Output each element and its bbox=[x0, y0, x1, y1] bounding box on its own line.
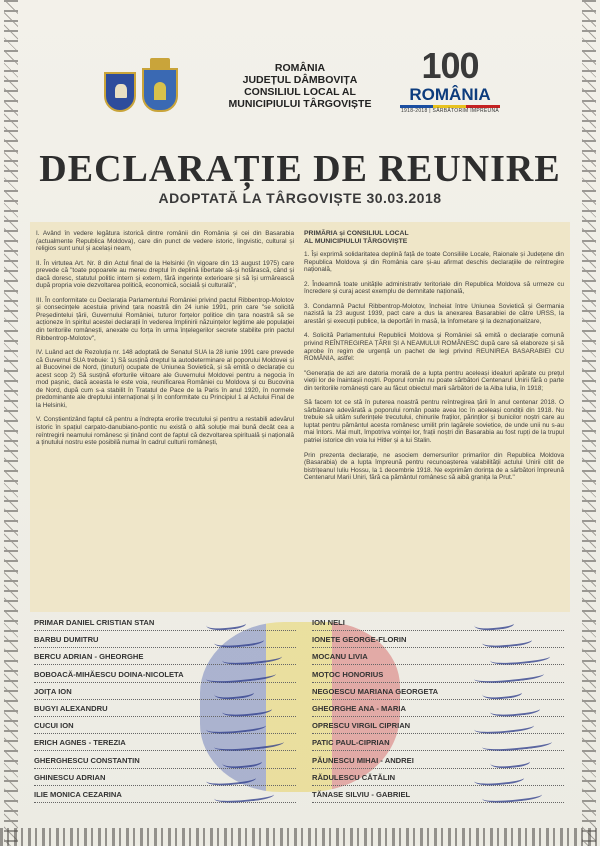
signature-line bbox=[312, 785, 564, 786]
signature-line bbox=[34, 682, 296, 683]
resolution-paragraph: 2. Îndeamnă toate unitățile administrativ teritoriale din Republica Moldova să urmeze cu încredere și curaj acest exemplu de demnitate națională, bbox=[304, 280, 564, 296]
resolution-paragraph: 4. Solicită Parlamentului Republicii Moldova și României să emită o declarație comună privind REÎNTREGIREA ȚĂRII ȘI A NEAMULUI ROMÂNESC după care să elaboreze și să aprobe în regim de urgență un pachet de legi privind REUNIREA BASARABIEI CU ROMÂNIA, astfel: bbox=[304, 332, 564, 363]
document-subtitle: ADOPTATĂ LA TÂRGOVIȘTE 30.03.2018 bbox=[158, 190, 442, 206]
signature-line bbox=[312, 630, 564, 631]
recital-paragraph: III. În conformitate cu Declarația Parlamentului României privind pactul Ribbentrop-Molotov și consecințele acestuia privind țara noastră din 24 iunie 1991, prin care "se solicită Președintelui țării, Guvernului României, tuturor forțelor politice din țara noastră să se acționeze în spiritul acestei declarații în vederea împlinirii năzuințelor legitime ale populației din teritoriile românești, anexate cu forța în urma înțelegerilor secrete stabilite prin pactul Ribbentrop-Molotov", bbox=[36, 296, 294, 342]
signatory-name: PRIMAR DANIEL CRISTIAN STAN bbox=[34, 618, 155, 627]
signature-line bbox=[312, 699, 564, 700]
signatory-name: NEGOESCU MARIANA GEORGETA bbox=[312, 686, 439, 696]
institution-line: MUNICIPIULUI TÂRGOVIȘTE bbox=[228, 98, 372, 110]
signatory-name: BUGYI ALEXANDRU bbox=[34, 704, 108, 713]
signature-line bbox=[312, 733, 564, 734]
institution-name bbox=[200, 62, 400, 110]
recital-paragraph: V. Conștientizând faptul că pentru a îndrepta erorile trecutului și pentru a restabili adevărul istoric în spațiul carpato-danubiano-pontic nu există o altă soluție mai bună decât cea a reîntregirii neamului românesc și ținând cont de faptul că dezvoltarea spirituală și națională a ținutului nostru este posibilă numai în cadrul culturii românești, bbox=[36, 416, 294, 447]
institution-line: ROMÂNIA bbox=[274, 62, 326, 74]
left-ornamental-border bbox=[4, 0, 18, 846]
signatory-row bbox=[312, 721, 564, 736]
resolution-heading-line: PRIMĂRIA și CONSILIUL LOCAL bbox=[304, 230, 409, 237]
signatory-name: RĂDULESCU CĂTĂLIN bbox=[312, 772, 396, 782]
bottom-ornamental-border bbox=[0, 828, 600, 846]
institution-line: CONSILIUL LOCAL AL bbox=[244, 86, 356, 98]
letterhead bbox=[90, 40, 510, 130]
signatory-name: MOȚOC HONORIUS bbox=[312, 669, 384, 679]
signatory-name: GHEORGHE ANA - MARIA bbox=[312, 704, 406, 713]
resolution-heading-line: AL MUNICIPIULUI TÂRGOVIȘTE bbox=[304, 237, 408, 245]
centenary-logo bbox=[390, 46, 510, 130]
signatory-row bbox=[312, 635, 564, 650]
signatory-row bbox=[34, 687, 296, 702]
signature-line bbox=[34, 699, 296, 700]
resolution-paragraph: "Generația de azi are datoria morală de a lupta pentru aceleași idealuri apărate cu prețul vieții lor de înaintașii noștri. Poporul român nu poate sărbători Centenarul Unirii fără o parte din teritoriile românești care au făcut obiectul marii sărbători de la Alba Iulia, în 1918; bbox=[304, 369, 564, 392]
signatory-row bbox=[34, 773, 296, 788]
signature-line bbox=[34, 802, 296, 803]
signature-line bbox=[34, 750, 296, 751]
institution-line: JUDEȚUL DÂMBOVIȚA bbox=[242, 74, 358, 86]
left-column bbox=[36, 230, 294, 454]
signatory-name: OPRESCU VIRGIL CIPRIAN bbox=[312, 721, 411, 731]
signatory-row bbox=[34, 704, 296, 719]
signatory-name: ERICH AGNES - TEREZIA bbox=[34, 738, 126, 748]
signatory-row bbox=[312, 652, 564, 667]
signature-line bbox=[312, 682, 564, 683]
signatory-row bbox=[312, 790, 564, 805]
signature-line bbox=[34, 630, 296, 631]
signatory-name: JOIȚA ION bbox=[34, 686, 72, 696]
signatory-row bbox=[34, 721, 296, 736]
signatory-name: TĂNASE SILVIU - GABRIEL bbox=[312, 790, 411, 799]
signatory-name: BERCU ADRIAN - GHEORGHE bbox=[34, 652, 144, 662]
signatory-row bbox=[34, 738, 296, 753]
declaration-body bbox=[30, 222, 570, 612]
signatory-row bbox=[34, 652, 296, 667]
signatures-section bbox=[30, 614, 570, 814]
signature-line bbox=[34, 716, 296, 717]
resolution-paragraph: Prin prezenta declarație, ne asociem demersurilor primarilor din Republica Moldova (Basarabia) de a lupta împreună pentru recunoașterea valabilității actului Unirii citit de bistrițeanul Iuliu Hossu, la 1 decembrie 1918. Ne exprimăm dorința de a sărbători împreună Centenarul Marii Uniri, fără ca pământul românesc să aibă granița la Prut." bbox=[304, 451, 564, 482]
signatory-row bbox=[34, 670, 296, 685]
signatory-row bbox=[312, 704, 564, 719]
signatory-row bbox=[34, 618, 296, 633]
signature-line bbox=[34, 733, 296, 734]
signatory-name: ION NELI bbox=[312, 618, 345, 627]
right-ornamental-border bbox=[582, 0, 596, 846]
signatory-name: CUCUI ION bbox=[34, 721, 74, 731]
signatory-row bbox=[312, 773, 564, 788]
signature-line bbox=[312, 647, 564, 648]
signatory-row bbox=[312, 670, 564, 685]
right-column bbox=[304, 230, 564, 489]
centenary-digits: 100 bbox=[421, 45, 479, 86]
signatory-row bbox=[312, 756, 564, 771]
signatory-row bbox=[34, 790, 296, 805]
resolution-heading bbox=[304, 230, 564, 245]
resolution-paragraph: Să facem tot ce stă în puterea noastră pentru reîntregirea țării în anul centenar 2018. O sărbătoare adevărată a poporului român poate avea loc în aceleași condiții din 1918. Nu trebuie să uităm suferințele trecutului, chinurile fraților, părinților și bunicilor noștri care au luptat pentru pământul acesta românesc umilit prin lagărele sovietice, de unde unii nu s-au mai întors. Mai mult, împotriva voinței lor, frații noștri din Basarabia au fost rupți de la trupul patriei istorice din voia lui Hitler și a lui Stalin. bbox=[304, 399, 564, 445]
signature-line bbox=[34, 664, 296, 665]
signature-line bbox=[312, 664, 564, 665]
signatory-name: PĂUNESCU MIHAI - ANDREI bbox=[312, 755, 414, 765]
signature-line bbox=[312, 768, 564, 769]
centenary-word: ROMÂNIA bbox=[409, 85, 491, 104]
centenary-tagline: 1918-2018 | SĂRBĂTORIM ÎMPREUNĂ bbox=[400, 108, 500, 114]
recital-paragraph: II. În virtutea Art. Nr. 8 din Actul final de la Helsinki (în vigoare din 13 august 1975) care prevede că "toate popoarele au mereu dreptul în deplină libertate să-și hotărască, când și dacă doresc, statutul politic intern și extern, fără ingerințe exterioare și să își urmărească după propria voie dezvoltarea politică, economică, socială și culturală", bbox=[36, 259, 294, 290]
signature-line bbox=[34, 647, 296, 648]
signatory-name: GHINESCU ADRIAN bbox=[34, 772, 106, 782]
signature-line bbox=[312, 716, 564, 717]
signatory-row bbox=[34, 635, 296, 650]
signatory-row bbox=[34, 756, 296, 771]
signatory-name: BOBOACĂ-MIHĂESCU DOINA-NICOLETA bbox=[34, 669, 184, 679]
dambovita-coat-of-arms-icon bbox=[104, 72, 136, 112]
signature-line bbox=[312, 802, 564, 803]
signatory-row bbox=[312, 618, 564, 633]
recital-paragraph: I. Având în vedere legătura istorică dintre românii din România și cei din Basarabia (actualmente Republica Moldova), care din punct de vedere istoric, lingvistic, cultural și religios sunt unul și același neam, bbox=[36, 230, 294, 253]
signatory-row bbox=[312, 687, 564, 702]
resolution-paragraph: 3. Condamnă Pactul Ribbentrop-Molotov, încheiat între Uniunea Sovietică și Germania nazistă la 23 august 1939, pact care a dus la anexarea Basarabiei de către URSS, la arestări și execuții publice, la deportări în masă, la înfometare și la deznaționalizare, bbox=[304, 302, 564, 325]
signature-line bbox=[312, 750, 564, 751]
targoviste-coat-of-arms-icon bbox=[142, 68, 178, 112]
signatory-name: PATIC PAUL-CIPRIAN bbox=[312, 738, 390, 748]
signatory-name: GHERGHESCU CONSTANTIN bbox=[34, 755, 140, 765]
signatory-row bbox=[312, 738, 564, 753]
signatory-name: ILIE MONICA CEZARINA bbox=[34, 790, 122, 799]
signatory-name: IONETE GEORGE-FLORIN bbox=[312, 635, 407, 645]
signatory-name: MOCANU LIVIA bbox=[312, 652, 368, 662]
resolution-paragraph: 1. Își exprimă solidaritatea deplină față de toate Consiliile Locale, Raionale și Județene din Republica Moldova și din România care și-au afirmat deschis declarațiile de reîntregire națională, bbox=[304, 251, 564, 274]
signature-line bbox=[34, 768, 296, 769]
document-title: DECLARAȚIE DE REUNIRE bbox=[39, 148, 561, 190]
signatory-name: BARBU DUMITRU bbox=[34, 635, 99, 645]
signature-line bbox=[34, 785, 296, 786]
recital-paragraph: IV. Luând act de Rezoluția nr. 148 adoptată de Senatul SUA la 28 iunie 1991 care prevede că Guvernul SUA trebuie: 1) Să susțină dreptul la autodeterminare al poporului Moldovei și al Bucovinei de Nord, (ținuturi) ocupate de Uniunea Sovietică, și să emită o declarație cu acest scop 2) Să susțină eforturile viitoare ale Guvernului Moldovei pentru a negocia în mod pașnic, dacă aceasta le este voia, reunificarea României cu Moldova și cu Bucovina de Nord, după cum s-a stabilit în Tratatul de Pace de la Paris în anul 1920, în normele predominante ale dreptului internațional și în conformitate cu Principiul 1 al Actului Final de la Helsinki, bbox=[36, 349, 294, 409]
